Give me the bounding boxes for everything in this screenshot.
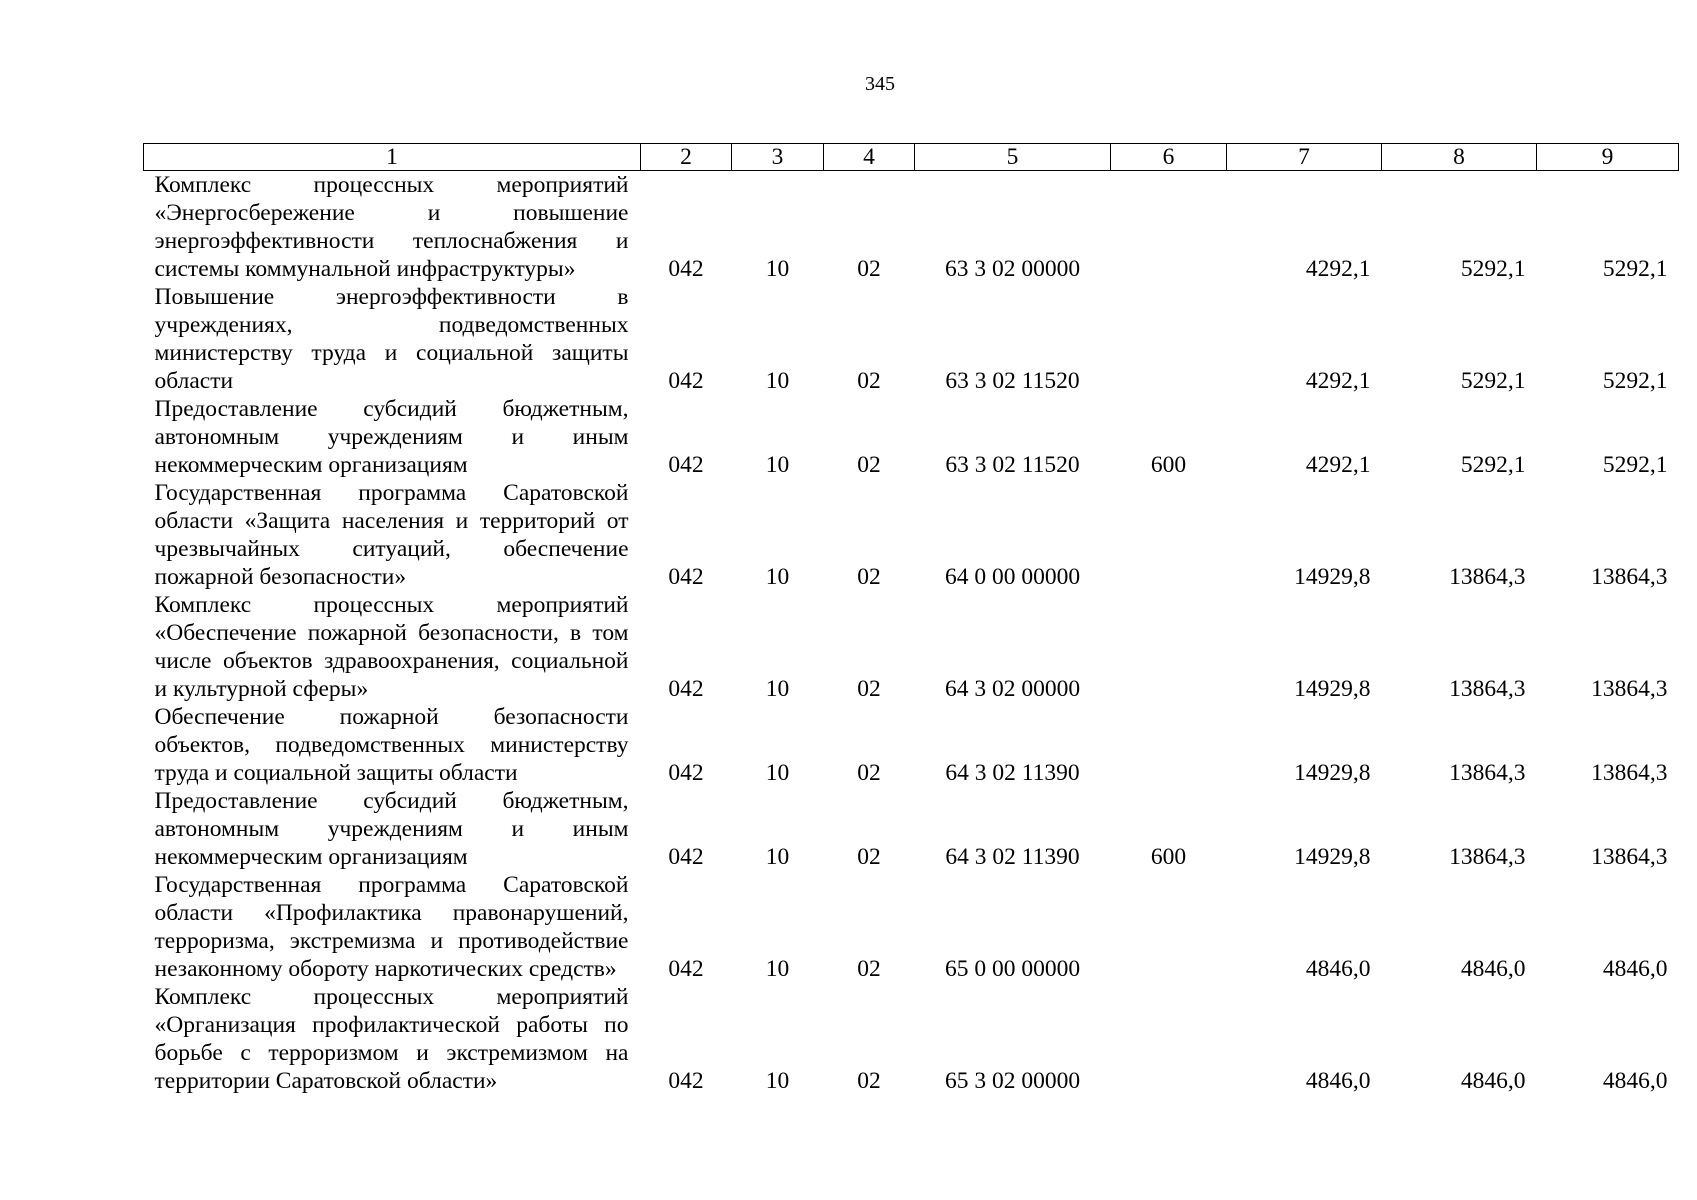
table-row [144,283,1679,395]
row-col-9: 13864,3 [1591,760,1668,786]
table-row [144,787,1679,871]
row-col-5: 64 3 02 11390 [945,760,1080,786]
row-col-3: 10 [765,760,790,786]
row-col-8: 4846,0 [1460,956,1526,982]
row-col-3: 10 [765,256,790,282]
row-col-3: 10 [765,676,790,702]
header-col-4: 4 [824,144,915,171]
row-col-7: 4846,0 [1305,1068,1371,1094]
budget-table [143,143,1679,1095]
row-col-5: 65 0 00 00000 [944,956,1081,982]
row-col-2: 042 [668,452,704,478]
row-col-8: 13864,3 [1449,760,1526,786]
row-col-9: 4846,0 [1602,956,1668,982]
row-col-8: 13864,3 [1449,564,1526,590]
row-col-5: 63 3 02 11520 [945,368,1080,394]
row-col-2: 042 [668,368,704,394]
row-col-3: 10 [765,1068,790,1094]
header-col-8: 8 [1382,144,1537,171]
table-row [144,479,1679,591]
row-col-7: 14929,8 [1294,564,1371,590]
row-col-7: 14929,8 [1294,844,1371,870]
row-col-4: 02 [857,676,881,702]
table-row [144,591,1679,703]
row-col-8: 5292,1 [1460,368,1526,394]
row-col-2: 042 [668,564,704,590]
row-col-9: 13864,3 [1591,676,1668,702]
row-col-9: 5292,1 [1602,452,1668,478]
row-col-3: 10 [765,368,790,394]
row-col-5: 64 3 02 11390 [945,844,1080,870]
header-col-9: 9 [1537,144,1679,171]
row-col-3: 10 [765,564,790,590]
row-col-9: 4846,0 [1602,1068,1668,1094]
row-col-4: 02 [857,1068,881,1094]
row-col-2: 042 [668,1068,704,1094]
row-name: Предоставление субсидий бюджетным, автономным учреждениям и иным некоммерческим организациям [154,396,629,478]
row-col-6: 600 [1150,452,1187,478]
row-col-6 [1111,479,1227,591]
row-name: Государственная программа Саратовской области «Профилактика правонарушений, терроризма, экстремизма и противодействие незаконному обороту наркотических средств» [154,872,629,982]
row-col-6 [1111,703,1227,787]
header-col-6: 6 [1111,144,1227,171]
row-col-4: 02 [857,844,881,870]
row-col-3: 10 [765,452,790,478]
row-col-3: 10 [765,956,790,982]
row-col-4: 02 [857,368,881,394]
table-row [144,871,1679,983]
row-col-6 [1111,871,1227,983]
row-col-5: 64 3 02 00000 [944,676,1081,702]
row-col-5: 65 3 02 00000 [944,1068,1081,1094]
row-col-8: 13864,3 [1449,844,1526,870]
row-col-4: 02 [857,452,881,478]
row-col-7: 4292,1 [1305,452,1371,478]
header-col-2: 2 [641,144,732,171]
row-col-9: 13864,3 [1591,564,1668,590]
row-col-6 [1111,591,1227,703]
row-col-9: 13864,3 [1591,844,1668,870]
row-col-5: 63 3 02 00000 [944,256,1081,282]
row-col-7: 14929,8 [1294,676,1371,702]
row-col-6 [1111,171,1227,284]
row-col-2: 042 [668,844,704,870]
row-col-2: 042 [668,256,704,282]
row-col-6: 600 [1150,844,1187,870]
row-name: Комплекс процессных мероприятий «Энергосбережение и повышение энергоэффективности теплоснабжения и системы коммунальной инфраструктуры» [154,172,629,282]
row-name: Комплекс процессных мероприятий «Обеспечение пожарной безопасности, в том числе объектов здравоохранения, социальной и культурной сферы» [154,592,629,702]
row-col-4: 02 [857,564,881,590]
row-col-9: 5292,1 [1602,256,1668,282]
row-col-2: 042 [668,956,704,982]
table-row [144,395,1679,479]
row-name: Государственная программа Саратовской области «Защита населения и территорий от чрезвычайных ситуаций, обеспечение пожарной безопасности» [154,480,629,590]
row-col-5: 63 3 02 11520 [945,452,1080,478]
header-col-1: 1 [144,144,641,171]
header-col-3: 3 [732,144,824,171]
row-col-7: 4292,1 [1305,368,1371,394]
row-col-6 [1111,283,1227,395]
row-col-8: 4846,0 [1460,1068,1526,1094]
row-col-5: 64 0 00 00000 [944,564,1081,590]
row-col-9: 5292,1 [1602,368,1668,394]
header-col-5: 5 [915,144,1111,171]
table-row [144,171,1679,284]
page-number: 345 [865,73,895,95]
row-name: Обеспечение пожарной безопасности объектов, подведомственных министерству труда и социальной защиты области [154,704,629,786]
row-col-8: 5292,1 [1460,452,1526,478]
row-col-7: 14929,8 [1294,760,1371,786]
row-col-2: 042 [668,676,704,702]
row-name: Повышение энергоэффективности в учреждениях, подведомственных министерству труда и социальной защиты области [154,284,629,394]
table-row [144,983,1679,1095]
row-col-8: 13864,3 [1449,676,1526,702]
row-col-7: 4846,0 [1305,956,1371,982]
row-col-4: 02 [857,256,881,282]
header-row [144,144,1679,171]
row-col-4: 02 [857,956,881,982]
table-body [144,171,1679,1096]
row-col-3: 10 [765,844,790,870]
row-col-8: 5292,1 [1460,256,1526,282]
table-header [144,144,1679,171]
row-col-6 [1111,983,1227,1095]
row-col-2: 042 [668,760,704,786]
table-row [144,703,1679,787]
row-name: Предоставление субсидий бюджетным, автономным учреждениям и иным некоммерческим организациям [154,788,629,870]
header-col-7: 7 [1227,144,1382,171]
row-col-7: 4292,1 [1305,256,1371,282]
row-col-4: 02 [857,760,881,786]
row-name: Комплекс процессных мероприятий «Организация профилактической работы по борьбе с терроризмом и экстремизмом на территории Саратовской области» [154,984,629,1094]
